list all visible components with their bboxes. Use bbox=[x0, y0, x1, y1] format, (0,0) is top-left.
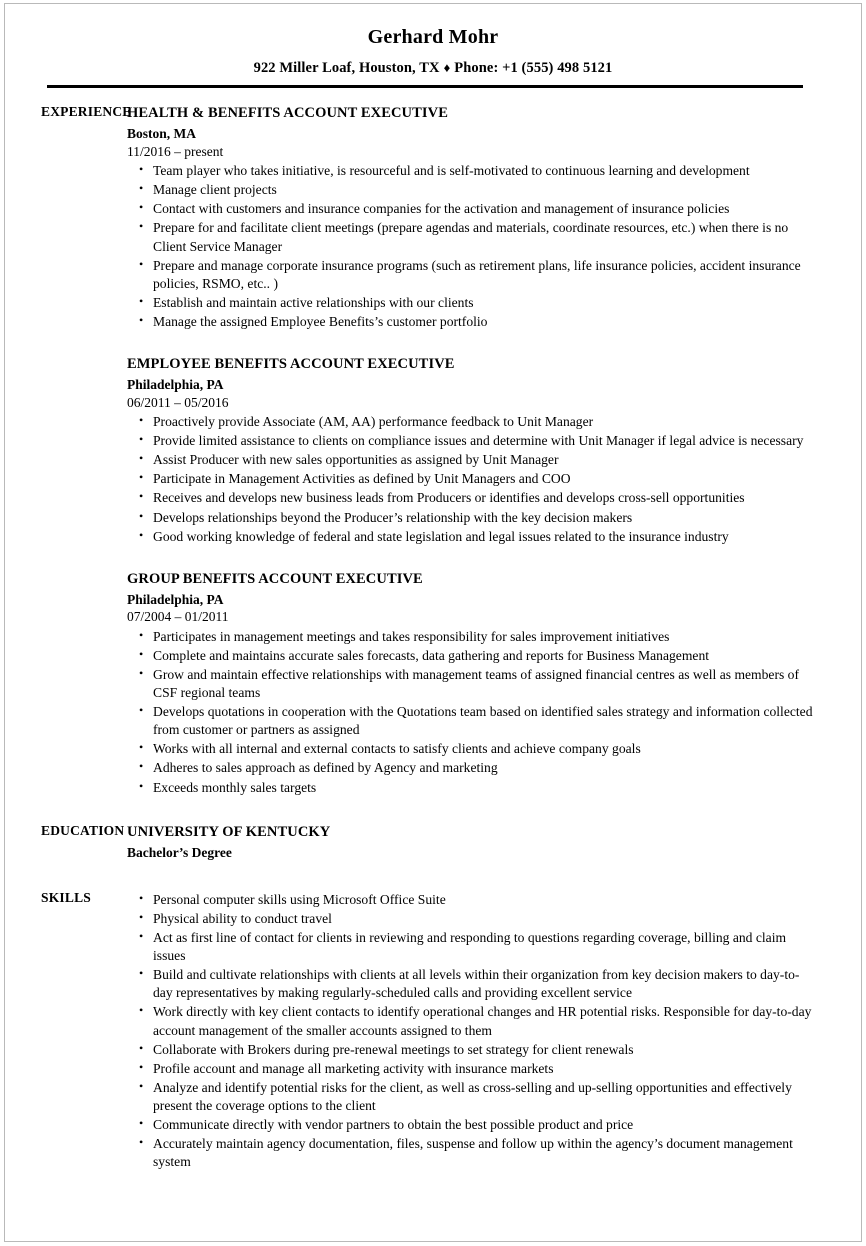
section-label-skills: SKILLS bbox=[41, 890, 91, 905]
list-item: • Establish and maintain active relationships with our clients bbox=[127, 294, 816, 312]
job-location: Boston, MA bbox=[127, 126, 197, 142]
page-frame bbox=[4, 3, 862, 1242]
experience-content bbox=[127, 104, 861, 797]
list-item: • Physical ability to conduct travel bbox=[127, 910, 816, 928]
contact-line bbox=[5, 60, 861, 77]
list-item: • Exceeds monthly sales targets bbox=[127, 779, 816, 797]
list-item: • Develops quotations in cooperation with the Quotations team based on identified sales strategy and information collected from customer or partners as assigned bbox=[127, 703, 816, 739]
list-item: • Complete and maintains accurate sales forecasts, data gathering and reports for Business Management bbox=[127, 647, 816, 665]
list-item: • Personal computer skills using Microsoft Office Suite bbox=[127, 891, 816, 909]
contact-address: 922 Miller Loaf, Houston, TX bbox=[253, 60, 440, 76]
list-item: • Act as first line of contact for clients in reviewing and responding to questions regarding coverage, billing and claim issues bbox=[127, 929, 816, 965]
list-item: • Assist Producer with new sales opportunities as assigned by Unit Manager bbox=[127, 451, 816, 469]
list-item: • Prepare for and facilitate client meetings (prepare agendas and materials, coordinate resources, etc.) when there is no Client Service Manager bbox=[127, 219, 816, 255]
candidate-name: Gerhard Mohr bbox=[367, 26, 499, 48]
skills-list bbox=[127, 891, 816, 1171]
contact-phone: Phone: +1 (555) 498 5121 bbox=[454, 60, 613, 76]
resume-sheet bbox=[5, 4, 861, 1241]
job-entry bbox=[127, 104, 816, 331]
skills-label-column bbox=[5, 890, 127, 906]
list-item: • Build and cultivate relationships with clients at all levels within their organization from key decision makers to day-to-day representatives by making regularly-scheduled calls and providing excellent service bbox=[127, 966, 816, 1002]
job-dates: 07/2004 – 01/2011 bbox=[127, 609, 229, 625]
job-dates: 06/2011 – 05/2016 bbox=[127, 394, 229, 410]
list-item: • Contact with customers and insurance companies for the activation and management of insurance policies bbox=[127, 200, 816, 218]
list-item: • Manage the assigned Employee Benefits’s customer portfolio bbox=[127, 313, 816, 331]
job-title: EMPLOYEE BENEFITS ACCOUNT EXECUTIVE bbox=[127, 355, 455, 372]
list-item: • Good working knowledge of federal and state legislation and legal issues related to the insurance industry bbox=[127, 528, 816, 546]
list-item: • Develops relationships beyond the Producer’s relationship with the key decision makers bbox=[127, 509, 816, 527]
section-label-experience: EXPERIENCE bbox=[41, 104, 132, 119]
job-location: Philadelphia, PA bbox=[127, 377, 224, 393]
education-section bbox=[5, 823, 861, 862]
education-content bbox=[127, 823, 861, 862]
header-divider bbox=[47, 85, 803, 88]
list-item: • Work directly with key client contacts to identify operational changes and HR potential risks. Responsible for day-to-day account management of the smaller accounts assigned to them bbox=[127, 1003, 816, 1039]
list-item: • Profile account and manage all marketing activity with insurance markets bbox=[127, 1060, 816, 1078]
list-item: • Receives and develops new business leads from Producers or identifies and develops cross-sell opportunities bbox=[127, 489, 816, 507]
list-item: • Manage client projects bbox=[127, 181, 816, 199]
list-item: • Participates in management meetings and takes responsibility for sales improvement initiatives bbox=[127, 628, 816, 646]
resume-header bbox=[5, 4, 861, 88]
list-item: • Adheres to sales approach as defined by Agency and marketing bbox=[127, 759, 816, 777]
list-item: • Collaborate with Brokers during pre-renewal meetings to set strategy for client renewals bbox=[127, 1041, 816, 1059]
list-item: • Analyze and identify potential risks for the client, as well as cross-selling and up-selling opportunities and effectively present the coverage options to the client bbox=[127, 1079, 816, 1115]
diamond-separator-icon: ♦ bbox=[443, 60, 451, 75]
experience-label-column bbox=[5, 104, 132, 120]
section-label-education: EDUCATION bbox=[41, 822, 125, 838]
education-label-column bbox=[5, 823, 127, 839]
list-item: • Grow and maintain effective relationships with management teams of assigned financial centres as well as members of CSF regional teams bbox=[127, 666, 816, 702]
job-responsibility-list bbox=[127, 413, 816, 546]
job-location: Philadelphia, PA bbox=[127, 591, 224, 607]
education-school: UNIVERSITY OF KENTUCKY bbox=[127, 823, 331, 840]
job-responsibility-list bbox=[127, 628, 816, 797]
list-item: • Team player who takes initiative, is resourceful and is self-motivated to continuous learning and development bbox=[127, 162, 816, 180]
list-item: • Communicate directly with vendor partners to obtain the best possible product and price bbox=[127, 1116, 816, 1134]
list-item: • Proactively provide Associate (AM, AA) performance feedback to Unit Manager bbox=[127, 413, 816, 431]
education-degree: Bachelor’s Degree bbox=[127, 845, 232, 861]
job-title: HEALTH & BENEFITS ACCOUNT EXECUTIVE bbox=[127, 105, 448, 121]
list-item: • Participate in Management Activities as defined by Unit Managers and COO bbox=[127, 470, 816, 488]
list-item: • Accurately maintain agency documentation, files, suspense and follow up within the agency’s document management system bbox=[127, 1135, 816, 1171]
skills-content bbox=[127, 890, 861, 1171]
skills-section bbox=[5, 890, 861, 1171]
job-entry bbox=[127, 570, 816, 797]
job-dates: 11/2016 – present bbox=[127, 143, 224, 159]
list-item: • Provide limited assistance to clients on compliance issues and determine with Unit Manager if legal advice is necessary bbox=[127, 432, 816, 450]
job-entry bbox=[127, 355, 816, 546]
job-title: GROUP BENEFITS ACCOUNT EXECUTIVE bbox=[127, 570, 423, 587]
list-item: • Prepare and manage corporate insurance programs (such as retirement plans, life insurance policies, accident insurance policies, RSMO, etc.. ) bbox=[127, 257, 816, 293]
job-responsibility-list bbox=[127, 162, 816, 331]
list-item: • Works with all internal and external contacts to satisfy clients and achieve company goals bbox=[127, 740, 816, 758]
experience-section bbox=[5, 104, 861, 797]
